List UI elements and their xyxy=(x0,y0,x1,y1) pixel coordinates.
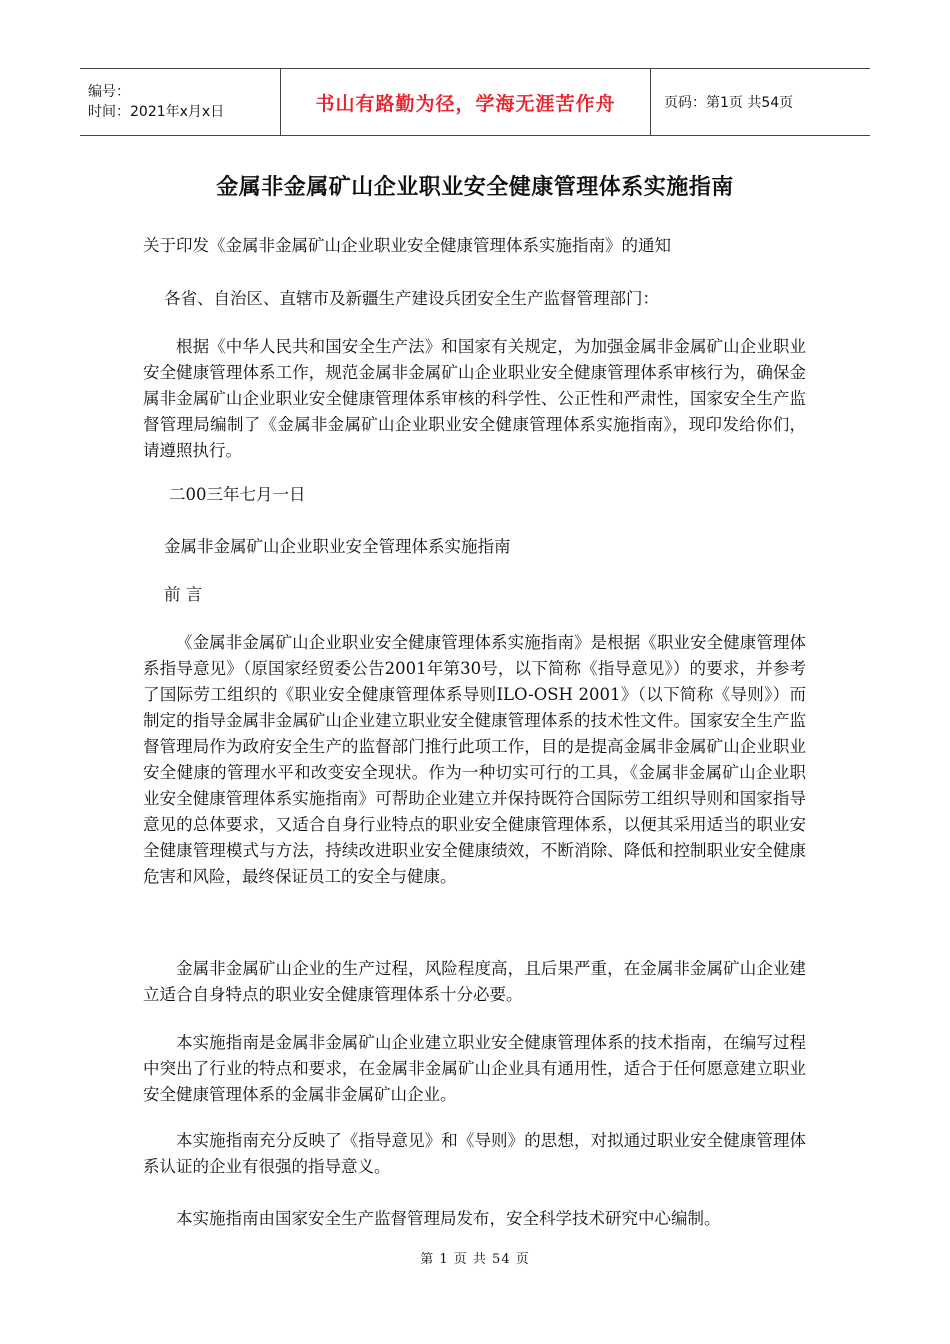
document-title: 金属非金属矿山企业职业安全健康管理体系实施指南 xyxy=(216,175,734,200)
paragraph-5-text: 本实施指南充分反映了《指导意见》和《导则》的思想，对拟通过职业安全健康管理体系认证的企业有很强的指导意义。 xyxy=(143,1131,806,1176)
paragraph-6-text: 本实施指南由国家安全生产监督管理局发布，安全科学技术研究中心编制。 xyxy=(176,1209,721,1228)
serial-number-label: 编号： xyxy=(88,84,130,100)
paragraph-3-text: 金属非金属矿山企业的生产过程，风险程度高，且后果严重，在金属非金属矿山企业建立适合自身特点的职业安全健康管理体系十分必要。 xyxy=(143,959,806,1004)
header-meta xyxy=(80,69,281,135)
time-label: 时间：2021年x月x日 xyxy=(88,104,225,120)
date-line-text: 二00三年七月一日 xyxy=(169,485,306,504)
notice-title xyxy=(143,233,806,259)
paragraph-5 xyxy=(143,1128,806,1180)
subtitle-text: 金属非金属矿山企业职业安全管理体系实施指南 xyxy=(164,537,511,556)
subtitle xyxy=(143,534,806,560)
paragraph-6 xyxy=(143,1206,806,1232)
paragraph-1-text: 根据《中华人民共和国安全生产法》和国家有关规定，为加强金属非金属矿山企业职业安全健康管理体系工作，规范金属非金属矿山企业职业安全健康管理体系审核行为，确保金属非金属矿山企业职业安全健康管理体系审核的科学性、公正性和严肃性，国家安全生产监督管理局编制了《金属非金属矿山企业职业安全健康管理体系实施指南》，现印发给你们，请遵照执行。 xyxy=(143,337,806,460)
notice-title-text: 关于印发《金属非金属矿山企业职业安全健康管理体系实施指南》的通知 xyxy=(143,236,671,255)
header-page-info: 页码：第1页 共54页 xyxy=(664,95,794,111)
page-footer: 第 1 页 共 54 页 xyxy=(420,1252,530,1267)
page-header xyxy=(80,68,870,136)
date-line xyxy=(143,482,806,508)
paragraph-3 xyxy=(143,956,806,1008)
preface-heading-text: 前 言 xyxy=(164,585,203,604)
paragraph-4 xyxy=(143,1030,806,1108)
paragraph-2-text: 《金属非金属矿山企业职业安全健康管理体系实施指南》是根据《职业安全健康管理体系指导意见》（原国家经贸委公告2001年第30号，以下简称《指导意见》）的要求，并参考了国际劳工组织的《职业安全健康管理体系导则ILO-OSH 2001》（以下简称《导则》）而制定的指导金属非金属矿山企业建立职业安全健康管理体系的技术性文件。国家安全生产监督管理局作为政府安全生产的监督部门推行此项工作，目的是提高金属非金属矿山企业职业安全健康的管理水平和改变安全现状。作为一种切实可行的工具，《金属非金属矿山企业职业安全健康管理体系实施指南》可帮助企业建立并保持既符合国际劳工组织导则和国家指导意见的总体要求，又适合自身行业特点的职业安全健康管理体系，以便其采用适当的职业安全健康管理模式与方法，持续改进职业安全健康绩效，不断消除、降低和控制职业安全健康危害和风险，最终保证员工的安全与健康。 xyxy=(143,633,806,886)
addressee xyxy=(143,286,806,312)
paragraph-1 xyxy=(143,334,806,464)
motto-text: 书山有路勤为径，学海无涯苦作舟 xyxy=(315,92,616,115)
paragraph-2 xyxy=(143,630,806,890)
preface-heading xyxy=(143,582,806,608)
header-page-cell xyxy=(651,69,870,135)
addressee-text: 各省、自治区、直辖市及新疆生产建设兵团安全生产监督管理部门： xyxy=(164,289,659,308)
paragraph-4-text: 本实施指南是金属非金属矿山企业建立职业安全健康管理体系的技术指南，在编写过程中突出了行业的特点和要求，在金属非金属矿山企业具有通用性，适合于任何愿意建立职业安全健康管理体系的金属非金属矿山企业。 xyxy=(143,1033,806,1104)
header-motto-cell xyxy=(281,69,651,135)
